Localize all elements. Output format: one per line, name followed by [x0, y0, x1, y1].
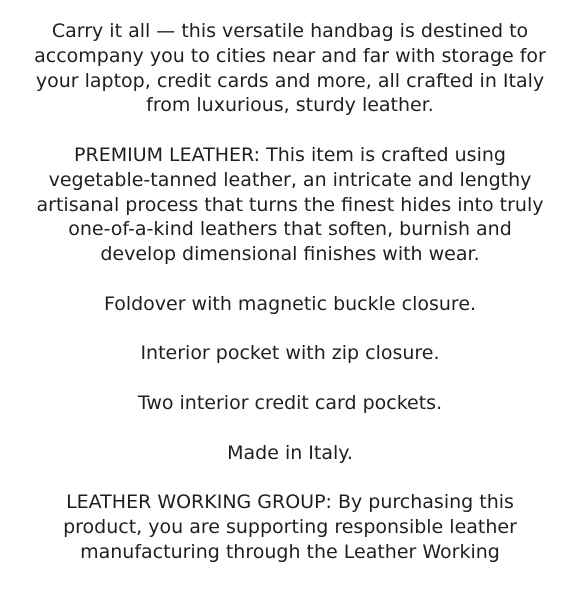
feature-made-in-italy: Made in Italy.: [227, 441, 353, 464]
feature-foldover-closure: Foldover with magnetic buckle closure.: [103, 292, 477, 315]
product-description: [0, 19, 580, 589]
feature-interior-zip-pocket: Interior pocket with zip closure.: [140, 342, 440, 365]
description-leather-working-group: LEATHER WORKING GROUP: By purchasing this product, you are supporting responsible leather manufacturing through the Leather Working: [63, 491, 517, 563]
description-intro: Carry it all — this versatile handbag is destined to accompany you to cities near and far with storage for your laptop, credit cards and more, all crafted in Italy from luxurious, sturdy leather.: [34, 20, 546, 117]
feature-credit-card-pockets: Two interior credit card pockets.: [137, 391, 443, 414]
description-premium-leather: PREMIUM LEATHER: This item is crafted using vegetable-tanned leather, an intricate and lengthy artisanal process that turns the finest hides into truly one-of-a-kind leathers that soften, burnish and develop dimensional finishes with wear.: [36, 143, 544, 266]
